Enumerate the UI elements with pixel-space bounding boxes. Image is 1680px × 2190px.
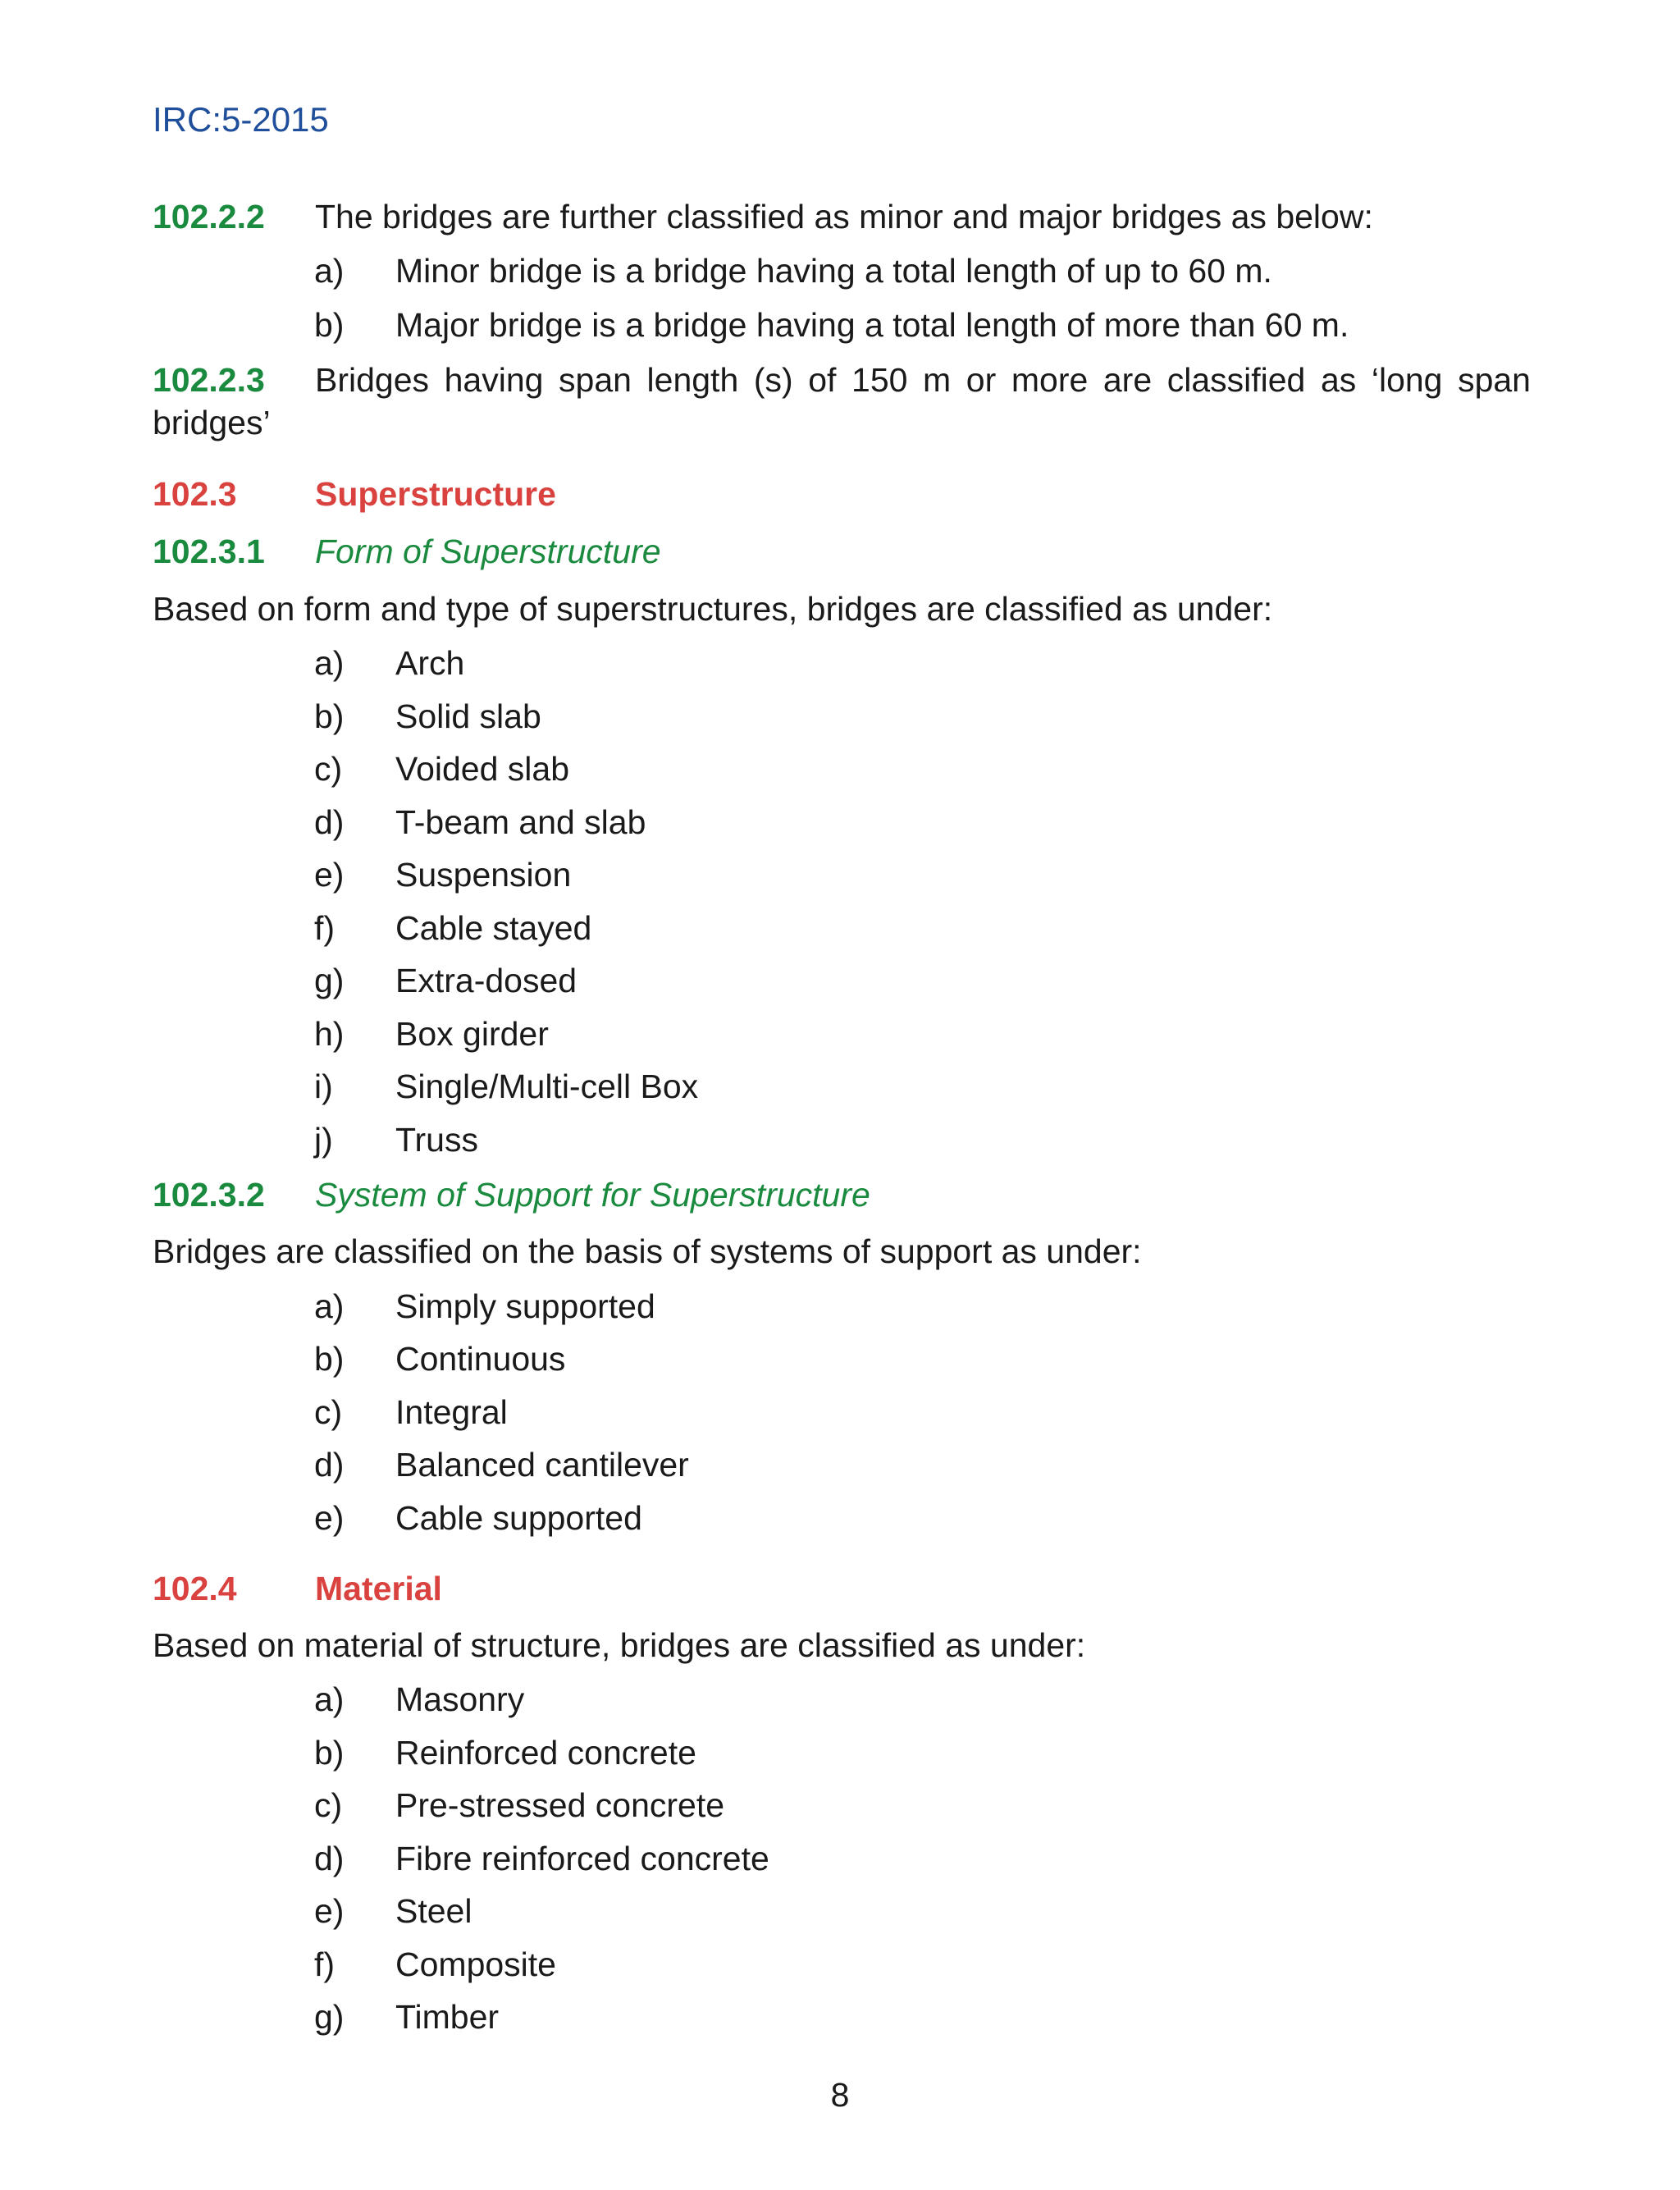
- clause-number: 102.3.1: [153, 533, 265, 570]
- clause-number: 102.2.2: [153, 198, 265, 235]
- list-item-text: Extra-dosed: [395, 962, 578, 999]
- list-item-text: Masonry: [395, 1680, 525, 1718]
- page-number: 8: [830, 2076, 850, 2114]
- clause-102-3-2: [153, 1173, 1531, 1216]
- list-item-text: Reinforced concrete: [395, 1734, 696, 1772]
- list-item-label: g): [314, 962, 345, 999]
- section-102-3: [153, 473, 1531, 515]
- list-item-label: j): [314, 1121, 333, 1159]
- section-number: 102.3: [153, 475, 237, 513]
- clause-intro: Based on form and type of superstructures, bridges are classified as under:: [153, 590, 1273, 628]
- list-item-label: f): [314, 909, 336, 947]
- clause-number: 102.3.2: [153, 1176, 265, 1214]
- list-item-label: e): [314, 856, 345, 894]
- list-item-text: Cable stayed: [395, 909, 592, 947]
- list-item-text: Integral: [395, 1393, 508, 1431]
- clause-title: System of Support for Superstructure: [315, 1176, 870, 1214]
- list-item-text: Cable supported: [395, 1499, 642, 1537]
- list-item-text: Balanced cantilever: [395, 1446, 689, 1484]
- list-item-label: c): [314, 1786, 343, 1824]
- section-102-4: [153, 1567, 1531, 1610]
- list-item-text: Composite: [395, 1945, 556, 1983]
- list-item-label: f): [314, 1945, 336, 1983]
- list-item-label: h): [314, 1015, 345, 1053]
- list-item-label: d): [314, 1446, 345, 1484]
- list-item-label: e): [314, 1499, 345, 1537]
- section-title: Superstructure: [315, 475, 556, 513]
- clause-text: The bridges are further classified as minor and major bridges as below:: [315, 198, 1373, 235]
- list-item-label: c): [314, 750, 343, 788]
- list-item-label: b): [314, 1734, 345, 1772]
- clause-102-2-2: [153, 195, 1531, 238]
- list-item-text: Suspension: [395, 856, 572, 894]
- list-item-label: e): [314, 1892, 345, 1930]
- list-item-text: Arch: [395, 644, 465, 682]
- clause-title: Form of Superstructure: [315, 533, 661, 570]
- document-header: IRC:5-2015: [153, 100, 329, 139]
- list-item-label: b): [314, 1340, 345, 1378]
- list-item-text: Major bridge is a bridge having a total length of more than 60 m.: [395, 306, 1349, 344]
- list-item-label: b): [314, 697, 345, 735]
- list-item-label: a): [314, 252, 345, 290]
- list-item-text: Solid slab: [395, 697, 541, 735]
- list-item-label: a): [314, 1680, 345, 1718]
- list-item-text: Single/Multi-cell Box: [395, 1068, 699, 1105]
- clause-intro: Based on material of structure, bridges are classified as under:: [153, 1626, 1086, 1664]
- list-item-text: Pre-stressed concrete: [395, 1786, 725, 1824]
- list-item-label: a): [314, 1287, 345, 1325]
- list-item-label: b): [314, 306, 345, 344]
- section-number: 102.4: [153, 1570, 237, 1607]
- list-item-label: d): [314, 1840, 345, 1877]
- list-item-text: Voided slab: [395, 750, 570, 788]
- list-item-text: Simply supported: [395, 1287, 655, 1325]
- list-item-text: Fibre reinforced concrete: [395, 1840, 769, 1877]
- list-item-label: i): [314, 1068, 333, 1105]
- list-item-text: Timber: [395, 1998, 500, 2036]
- list-item-text: Truss: [395, 1121, 478, 1159]
- clause-102-2-3: [153, 359, 1531, 444]
- list-item-text: Box girder: [395, 1015, 549, 1053]
- clause-intro: Bridges are classified on the basis of systems of support as under:: [153, 1232, 1142, 1270]
- clause-text: Bridges having span length (s) of 150 m or more are classified as ‘long span bridges’: [153, 361, 1531, 441]
- clause-number: 102.2.3: [153, 361, 265, 399]
- list-item-text: T-beam and slab: [395, 803, 646, 841]
- list-item-label: c): [314, 1393, 343, 1431]
- list-item-label: d): [314, 803, 345, 841]
- list-item-label: g): [314, 1998, 345, 2036]
- list-item-label: a): [314, 644, 345, 682]
- list-item-text: Continuous: [395, 1340, 566, 1378]
- list-item-text: Minor bridge is a bridge having a total length of up to 60 m.: [395, 252, 1272, 290]
- section-title: Material: [315, 1570, 442, 1607]
- list-item-text: Steel: [395, 1892, 472, 1930]
- clause-102-3-1: [153, 530, 1531, 573]
